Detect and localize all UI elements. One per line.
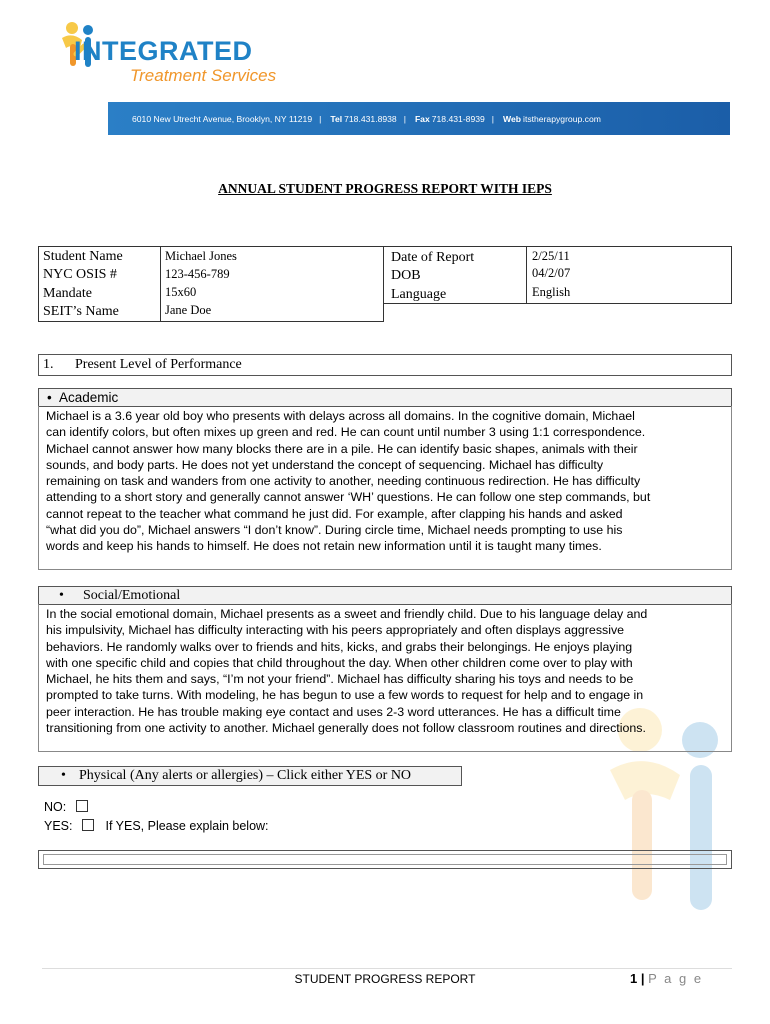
- explain-input[interactable]: [38, 850, 732, 869]
- page-word: P a g e: [648, 971, 704, 986]
- social-line: In the social emotional domain, Michael presents as a sweet and friendly child. Due to his language delay and: [46, 607, 648, 621]
- osis-label: NYC OSIS #: [43, 267, 117, 282]
- report-info-table: [384, 246, 732, 304]
- section-number: 1.: [43, 357, 54, 372]
- social-line: transitioning from one activity to another. Michael generally does not follow classroom routines and directions.: [46, 721, 646, 736]
- yes-checkbox[interactable]: [82, 819, 94, 831]
- page-sep: |: [640, 971, 645, 986]
- academic-line: words and keep his hands to himself. He does not retain new information until it is taught many times.: [46, 539, 602, 554]
- language-value[interactable]: English: [532, 285, 571, 299]
- academic-line: sounds, and body parts. He does not yet understand the concept of sequencing. Michael has difficulty: [46, 457, 604, 472]
- social-line: his impulsivity, Michael has difficulty interacting with his peers appropriately and often displays aggressive: [46, 623, 625, 638]
- social-line: behaviors. He randomly walks over to friends and hits, kicks, and grabs their belongings. He enjoys playing: [46, 639, 633, 654]
- academic-heading: [38, 388, 732, 407]
- social-heading-label: Social/Emotional: [83, 588, 181, 603]
- dob-value[interactable]: 04/2/07: [532, 266, 571, 280]
- social-line: Michael, he hits them and says, “I’m not your friend”. Michael has difficulty sharing his toys and needs to be: [46, 672, 634, 687]
- no-option: [44, 800, 88, 814]
- contact-banner: 6010 New Utrecht Avenue, Brooklyn, NY 11219 | Tel 718.431.8938 | Fax 718.431-8939 | Web itstherapygroup.com: [108, 102, 730, 135]
- student-name-label: Student Name: [43, 249, 123, 264]
- student-name-value[interactable]: Michael Jones: [165, 249, 237, 263]
- banner-tel: 718.431.8938: [344, 113, 397, 124]
- yes-label: YES:: [44, 819, 73, 833]
- social-line: prompted to take turns. With modeling, he has begun to use a few words to request for help and to engage in: [46, 688, 644, 703]
- osis-value[interactable]: 123-456-789: [165, 267, 230, 281]
- page-num: 1: [630, 971, 638, 986]
- report-title: ANNUAL STUDENT PROGRESS REPORT WITH IEPS: [218, 181, 552, 196]
- explain-label: If YES, Please explain below:: [105, 819, 269, 833]
- banner-fax-label: Fax: [414, 113, 430, 124]
- social-line: peer interaction. He has trouble making eye contact and uses 2-3 word utterances. He has a difficult time: [46, 704, 621, 719]
- seit-label: SEIT’s Name: [43, 304, 119, 319]
- academic-line: can identify colors, but often mixes up green and red. He can count until number 3 using 1:1 correspondence.: [46, 425, 646, 440]
- academic-line: “what did you do”, Michael answers “I don’t know”. During circle time, Michael needs prompting to use his: [46, 523, 623, 538]
- page-number: [630, 971, 703, 986]
- academic-line: Michael cannot answer how many blocks there are in a pile. He can identify basic shapes, animals with their: [46, 441, 638, 456]
- section-title: Present Level of Performance: [75, 357, 242, 372]
- physical-heading-label: Physical (Any alerts or allergies) – Click either YES or NO: [79, 768, 412, 783]
- dob-label: DOB: [391, 268, 421, 283]
- academic-line: remaining on task and wanders from one activity to another, needing continuous redirection. He has difficulty: [46, 474, 641, 489]
- date-value[interactable]: 2/25/11: [532, 249, 570, 263]
- academic-text[interactable]: [38, 406, 732, 570]
- social-heading: [38, 586, 732, 605]
- yes-option: [44, 819, 269, 833]
- physical-heading: [38, 766, 462, 786]
- company-logo: [58, 18, 298, 88]
- bullet-icon: •: [61, 768, 66, 783]
- banner-tel-label: Tel: [330, 113, 343, 124]
- footer-title: STUDENT PROGRESS REPORT: [294, 972, 476, 986]
- academic-heading-label: Academic: [59, 390, 119, 405]
- bullet-icon: •: [59, 588, 64, 603]
- social-text[interactable]: [38, 604, 732, 752]
- mandate-label: Mandate: [43, 286, 92, 301]
- logo-title: INTEGRATED: [74, 36, 253, 66]
- academic-line: Michael is a 3.6 year old boy who presents with delays across all domains. In the cognitive domain, Michael: [46, 409, 635, 423]
- section-present-level: [38, 354, 732, 376]
- footer-divider: [42, 968, 732, 969]
- logo-subtitle: Treatment Services: [130, 66, 277, 85]
- banner-fax: 718.431-8939: [431, 113, 485, 124]
- bullet-icon: •: [47, 390, 52, 405]
- banner-web: itstherapygroup.com: [523, 113, 601, 124]
- banner-address: 6010 New Utrecht Avenue, Brooklyn, NY 11219: [132, 113, 313, 124]
- social-line: with one specific child and copies that child throughout the day. When other children come over to play with: [46, 655, 633, 670]
- language-label: Language: [391, 287, 447, 302]
- seit-value[interactable]: Jane Doe: [165, 303, 212, 317]
- student-info-table: [38, 246, 384, 322]
- no-checkbox[interactable]: [76, 800, 88, 812]
- no-label: NO:: [44, 800, 67, 814]
- academic-line: cannot repeat to the teacher what command he just did. For example, after clapping his hands and asked: [46, 506, 623, 521]
- academic-line: attending to a short story and generally cannot answer ‘WH’ questions. He can follow one step commands, but: [46, 490, 651, 505]
- banner-web-label: Web: [503, 113, 522, 124]
- date-label: Date of Report: [391, 250, 475, 265]
- mandate-value[interactable]: 15x60: [165, 285, 197, 299]
